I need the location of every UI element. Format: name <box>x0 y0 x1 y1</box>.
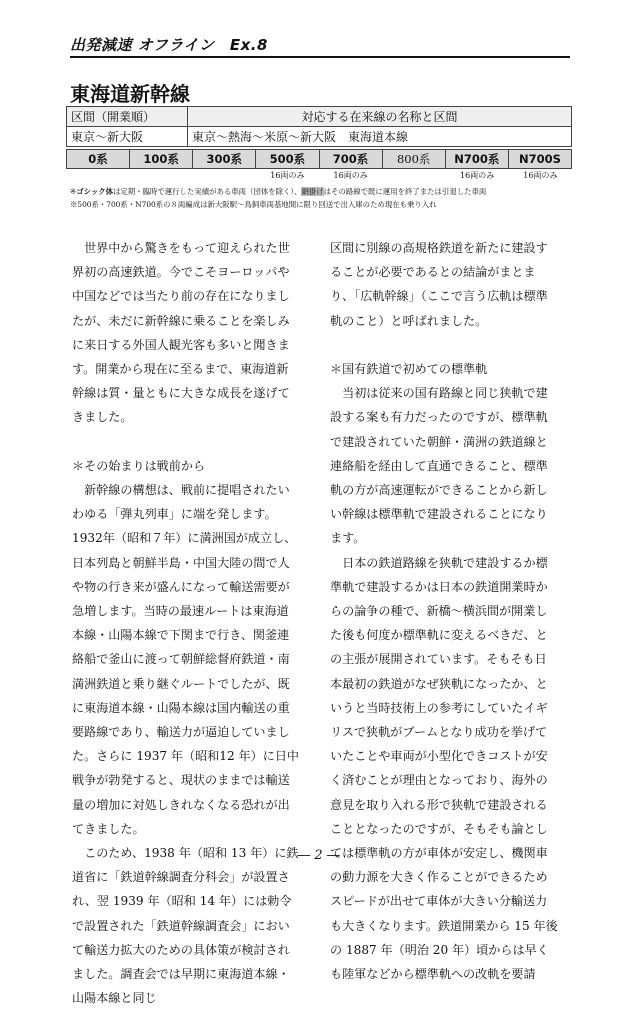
car-cell-6: N700系 <box>446 150 509 168</box>
spacer <box>330 333 558 357</box>
table-footnotes <box>70 185 570 211</box>
route-table-section: 東京〜新大阪 <box>67 127 188 147</box>
car-cell-7: N700S <box>518 152 561 166</box>
car-cell-0: 0系 <box>67 150 130 168</box>
footnote-2: ※500系・700系・N700系の８両編成は新大阪駅〜鳥飼車両基地間に限り回送で出入庫のため現在も乗り入れ <box>70 200 437 209</box>
footnote-text-b: はその路線で既に運用を終了または引退した車両 <box>323 187 487 196</box>
car-note-2 <box>193 170 256 182</box>
paragraph: このため、1938 年（昭和 13 年）に鉄道省に「鉄道幹線調査分科会」が設置され、翌 1939 年（昭和 14 年）には勅令で設置された「鉄道幹線調査会」において輸送力拡大のための具体策が検討されました。調査会では早期に東海道本線・山陽本線と同じ <box>72 846 299 1006</box>
route-table <box>66 106 572 147</box>
car-cell-1: 100系 <box>130 150 193 168</box>
car-note-7: 16両のみ <box>523 171 558 180</box>
page-number: ― 2 ― <box>297 848 340 863</box>
footnote-1 <box>70 185 570 198</box>
body-column-left <box>72 236 300 1010</box>
footnote-mark: ※ <box>70 187 77 196</box>
paragraph: 新幹線の構想は、戦前に提唱されたいわゆる「弾丸列車」に端を発します。1932年（昭和７年）に満洲国が成立し、日本列島と朝鮮半島・中国大陸の間で人や物の行き来が盛んになって輸送需要が急増します。当時の最速ルートは東海道本線・山陽本線で下関まで行き、関釜連絡船で釜山に渡って朝鮮総督府鉄道・南満洲鉄道と乗り継ぐルートでしたが、既に東海道本線・山陽本線は国内輸送の重要路線であり、輸送力が逼迫していました。さらに 1937 年（昭和12 年）に日中戦争が勃発すると、現状のままでは輸送量の増加に対処しきれなくなる恐れが出てきました。 <box>72 483 300 836</box>
route-table-line: 東京〜熱海〜米原〜新大阪 東海道本線 <box>188 127 572 147</box>
running-header <box>70 34 570 60</box>
car-note-1 <box>129 170 192 182</box>
spacer <box>72 430 300 454</box>
footnote-text-a: は定期・臨時で運行した実績がある車両（団体を除く）、 <box>113 187 302 196</box>
route-table-header-row <box>67 107 572 127</box>
section-heading: ＊その始まりは戦前から <box>72 458 206 473</box>
paragraph: 日本の鉄道路線を狭軌で建設するか標準軌で建設するかは日本の鉄道開業時からの論争の種で、新橋〜横浜間が開業した後も何度か標準軌に変えるべきだ、との主張が展開されています。そもそも日本最初の鉄道がなぜ狭軌になったか、というと当時技術上の参考にしていたイギリスで狭軌がブームとなり成功を挙げていたことや車両が小型化できコストが安く済むことが理由となっており、海外の意見を取り入れる形で狭軌で建設されることとなったのですが、そもそも論としては標準軌の方が車体が安定し、機関車の動力源を大きく作ることができるためスピードが出せて車体が大きい分輸送力も大きくなります。鉄道開業から 15 年後の 1887 年（明治 20 年）頃からは早くも陸軍などから標準軌への改軌を要請 <box>330 555 558 982</box>
route-table-row <box>67 127 572 147</box>
rolling-stock-row <box>66 149 572 169</box>
car-note-5 <box>382 170 445 182</box>
car-cell-5: 800系 <box>383 150 446 168</box>
rolling-stock-notes <box>66 170 572 182</box>
body-column-right <box>330 236 558 986</box>
car-note-3: 16両のみ <box>270 171 305 180</box>
car-note-6: 16両のみ <box>460 171 495 180</box>
footnote-shaded-term: 網掛け <box>301 187 324 196</box>
section-heading: ＊国有鉄道で初めての標準軌 <box>330 362 488 376</box>
car-cell-4: 700系 <box>320 150 383 168</box>
page-title: 東海道新幹線 <box>70 82 190 106</box>
footnote-gothic-term: ゴシック体 <box>76 187 114 196</box>
paragraph: 区間に別線の高規格鉄道を新たに建設することが必要であるとの結論がまとまり、「広軌幹線」（ここで言う広軌は標準軌のこと）と呼ばれました。 <box>330 241 548 328</box>
car-cell-2: 300系 <box>193 150 256 168</box>
route-table-header-line: 対応する在来線の名称と区間 <box>188 107 572 127</box>
car-note-0 <box>66 170 129 182</box>
running-header-text: 出発減速 オフライン Ex.8 <box>70 36 268 54</box>
header-rule <box>70 56 570 58</box>
car-note-4: 16両のみ <box>333 171 368 180</box>
paragraph: 当初は従来の国有路線と同じ狭軌で建設する案も有力だったのですが、標準軌で建設されていた朝鮮・満洲の鉄道線と連絡船を経由して直通できること、標準軌の方が高速運転ができることから新しい幹線は標準軌で建設されることになります。 <box>330 386 548 546</box>
route-table-header-section: 区間（開業順） <box>67 107 188 127</box>
paragraph: 世界中から驚きをもって迎えられた世界初の高速鉄道。今でこそヨーロッパや中国などでは当たり前の存在になりましたが、未だに新幹線に乗ることを楽しみに来日する外国人観光客も多いと聞きます。開業から現在に至るまで、東海道新幹線は質・量ともに大きな成長を遂げてきました。 <box>72 241 290 425</box>
car-cell-3: 500系 <box>256 150 319 168</box>
